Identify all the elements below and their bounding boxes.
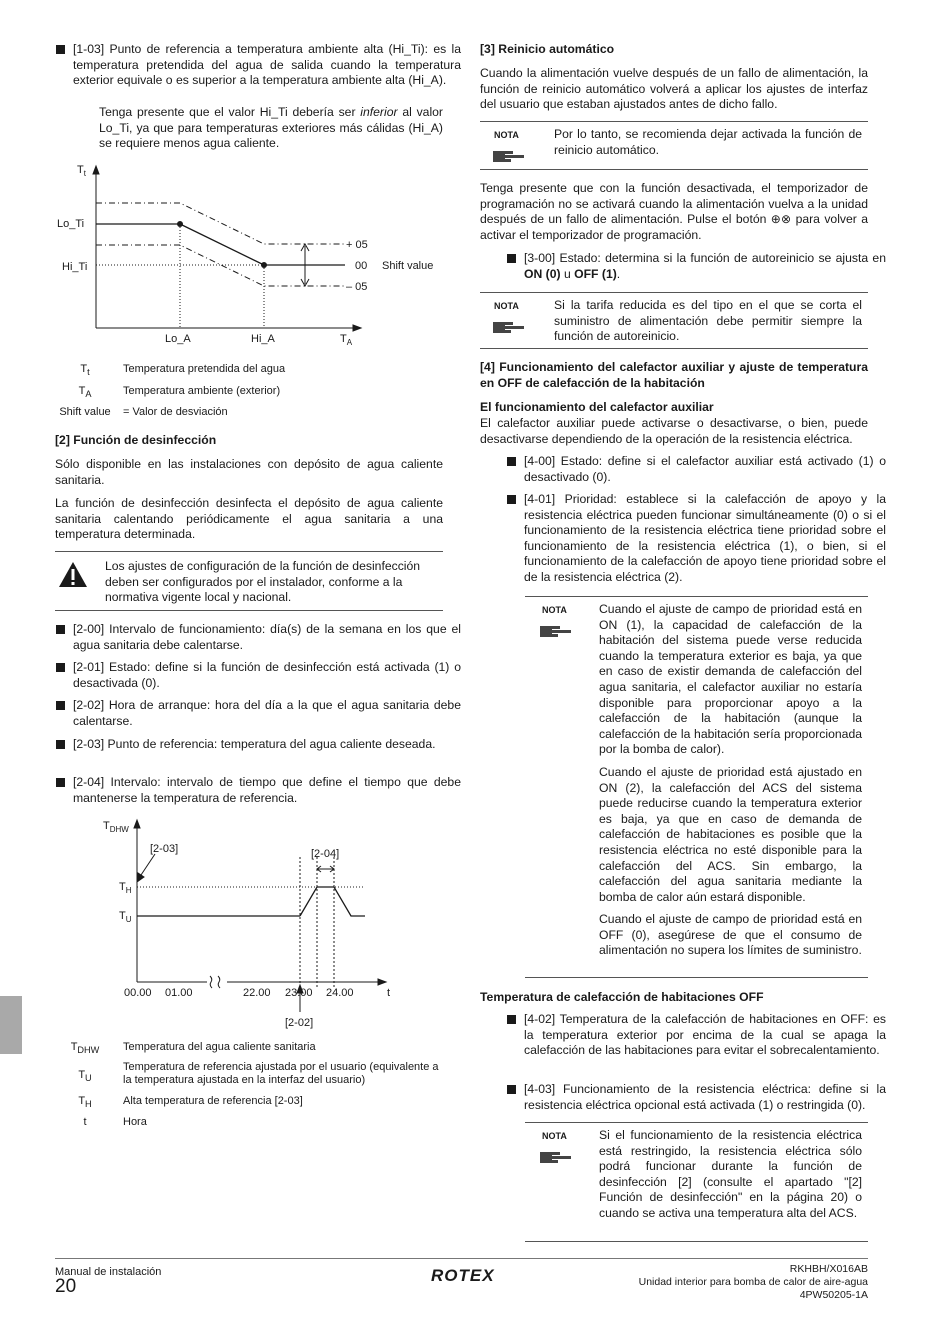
bullet-4-00 <box>506 454 886 485</box>
lo-point <box>177 221 183 227</box>
bullet-bold: ON (0) <box>524 266 561 281</box>
tick-label: 01.00 <box>165 987 193 999</box>
page-number: 20 <box>55 1276 77 1297</box>
y-axis-label: $T_t$ <box>77 164 86 178</box>
pointing-hand-icon <box>492 317 526 335</box>
heating-curve-chart <box>55 160 445 355</box>
bullet-4-01 <box>506 492 886 586</box>
legend-text: Temperatura pretendida del agua <box>123 363 286 375</box>
symbol-text: T <box>70 1041 78 1053</box>
th-label: $T_H$ <box>119 881 132 895</box>
bullet-2-00 <box>55 622 461 653</box>
symbol-text: T <box>78 1069 86 1081</box>
bullet-text: [2-02] Hora de arranque: hora del día a la que el agua sanitaria debe calentarse. <box>73 698 461 728</box>
lo-ti-label: Lo_Ti <box>57 218 85 230</box>
note-text: Por lo tanto, se recomienda dejar activada la función de reinicio automático. <box>554 127 862 157</box>
symbol-subscript: U <box>85 1073 92 1084</box>
hi-ti-label: Hi_Ti <box>62 261 88 273</box>
symbol-text: T <box>78 385 86 397</box>
bullet-text: u <box>560 266 575 281</box>
label-2-04: [2-04] <box>311 848 340 860</box>
symbol-text: T <box>78 1095 86 1107</box>
note-box <box>480 121 868 170</box>
bullet-text: [2-01] Estado: define si la función de desinfección está activada (1) o desactivada (0). <box>73 660 461 690</box>
label-2-03: [2-03] <box>150 843 179 855</box>
section-2-title: [2] Función de desinfección <box>55 433 217 447</box>
section-3-title: [3] Reinicio automático <box>480 42 615 56</box>
tick-label: 24.00 <box>326 987 354 999</box>
section-3-paragraph: Cuando la alimentación vuelve después de un fallo de alimentación, la función de reinicio automático volverá a aplicar los ajustes de interfaz del usuario que estaban ajustados antes de dicho fallo. <box>480 66 868 112</box>
warning-text: Los ajustes de configuración de la función de desinfección deben ser configurados por el instalador, conforme a la normativa vigente local y nacional. <box>105 559 421 605</box>
bullet-bold: OFF (1) <box>574 266 617 281</box>
page-side-tab <box>0 996 22 1054</box>
tick-label: 22.00 <box>243 987 271 999</box>
tick-label: 00.00 <box>124 987 152 999</box>
note-text: Cuando el ajuste de campo de prioridad está en ON (1), la capacidad de calefacción de la habitación del sistema puede verse reducida cuando la temperatura exterior es baja, ya que en caso de existir demanda de calefacción del agua sanitaria, el calefactor auxiliar no estaría disponible para proporcionar apoyo a la calefacción de la habitación (aunque la calefacción de la habitación sería proporcionada por la bomba de calor). <box>599 602 862 757</box>
footer-manual-label: Manual de instalación <box>55 1266 162 1278</box>
legend-symbol <box>55 1068 115 1087</box>
legend-symbol <box>55 384 115 403</box>
minus-shift-label: – 05 <box>346 281 368 293</box>
symbol-subscript: H <box>85 1099 92 1110</box>
footer-code: 4PW50205-1A <box>799 1289 868 1301</box>
bullet-4-03 <box>506 1082 886 1113</box>
tu-label: $T_U$ <box>119 910 132 924</box>
warning-box <box>55 551 443 611</box>
note-label: NOTA <box>494 130 519 140</box>
bullet-text: [4-03] Funcionamiento de la resistencia eléctrica: define si la resistencia eléctrica opcional está activada (1) o restringida (0). <box>524 1082 886 1112</box>
note-label: NOTA <box>494 301 519 311</box>
note-label: NOTA <box>542 1131 567 1141</box>
section-4-title: [4] Funcionamiento del calefactor auxiliar y ajuste de temperatura en OFF de calefacción de la habitación <box>480 360 868 390</box>
zero-shift-label: 00 <box>355 260 368 272</box>
note-box <box>525 596 868 978</box>
bullet-2-03 <box>55 737 461 753</box>
subsection-title: El funcionamiento del calefactor auxiliar <box>480 400 714 414</box>
legend-text: Temperatura de referencia ajustada por el usuario (equivalente a la temperatura ajustada en la interfaz del usuario) <box>123 1061 439 1086</box>
legend-text: = Valor de desviación <box>123 406 228 418</box>
note-text: Tenga presente que el valor Hi_Ti debería ser <box>99 105 361 119</box>
legend-text: Hora <box>123 1116 147 1128</box>
warning-icon <box>58 561 88 588</box>
bullet-2-02 <box>55 698 461 729</box>
bullet-3-00 <box>506 251 886 282</box>
bullet-text: [2-03] Punto de referencia: temperatura del agua caliente deseada. <box>73 737 436 751</box>
footer-description: Unidad interior para bomba de calor de aire-agua <box>638 1276 868 1288</box>
legend-symbol: Shift value <box>59 406 111 418</box>
section-2-paragraph: La función de desinfección desinfecta el depósito de agua caliente sanitaria calentando periódicamente el agua sanitaria a una temperatura determinada. <box>55 496 443 542</box>
bullet-text: [4-00] Estado: define si el calefactor auxiliar está activado (1) o desactivado (0). <box>524 454 886 484</box>
bullet-text: [2-04] Intervalo: intervalo de tiempo que define el tiempo que debe mantenerse la temperatura de referencia. <box>73 775 461 805</box>
note-box <box>525 1122 868 1242</box>
bullet-text: . <box>616 266 621 281</box>
pointing-hand-icon <box>492 146 526 164</box>
bullet-4-02 <box>506 1012 886 1059</box>
section-2-paragraph: Sólo disponible en las instalaciones con depósito de agua caliente sanitaria. <box>55 457 443 487</box>
y-axis-label: $T_{DHW}$ <box>103 820 129 834</box>
legend-symbol: t <box>83 1116 87 1128</box>
legend-text: Temperatura ambiente (exterior) <box>123 385 281 397</box>
lo-a-label: Lo_A <box>165 333 191 345</box>
legend-symbol <box>55 1094 115 1113</box>
hi-a-label: Hi_A <box>251 333 275 345</box>
pointing-hand-icon <box>539 621 573 639</box>
hi-point <box>261 262 267 268</box>
bullet-text: [1-03] Punto de referencia a temperatura ambiente alta (Hi_Ti): es la temperatura pretendida del agua de salida cuando la temperatura exterior equivale o es superior a la temperatura ambiente alta (Hi_A). <box>73 42 461 88</box>
subsection-title: Temperatura de calefacción de habitaciones OFF <box>480 990 764 1004</box>
bullet-2-01 <box>55 660 461 691</box>
note-text: Cuando el ajuste de campo de prioridad está en OFF (0), asegúrese de que el consumo de alimentación no supera los límites de suministro. <box>599 912 862 958</box>
bullet-text: [4-01] Prioridad: establece si la calefacción de apoyo y la resistencia eléctrica pueden funcionar simultáneamente (0) o si el funcionamiento de la resistencia eléctrica tiene prioridad sobre el funcionamiento de la resistencia eléctrica (1), o bien, si el funcionamiento de la calefacción de apoyo tiene prioridad sobre el de la resistencia eléctrica (2). <box>524 492 886 584</box>
pointing-hand-icon <box>539 1147 573 1165</box>
section-3-paragraph: Tenga presente que con la función desactivada, el temporizador de programación no se activará cuando la alimentación vuelva a la unidad después de un fallo de alimentación. Pulse el botón ⊕⊗ para volver a activar el temporizador de programación. <box>480 181 868 242</box>
note-text: al valor Lo_Ti, ya que para temperaturas exteriores más cálidas (Hi_A) se requiere menos agua caliente. <box>99 105 443 151</box>
page-footer <box>55 1258 868 1319</box>
tick-label: t <box>387 987 391 999</box>
legend-text: Temperatura del agua caliente sanitaria <box>123 1041 316 1053</box>
note-label: NOTA <box>542 605 567 615</box>
note-text: Cuando el ajuste de prioridad está ajustado en ON (2), la calefacción del ACS del sistema puede reducirse cuando la temperatura exterior es baja, ya que en caso de demanda de calefacción de habitaciones es posible que la resistencia eléctrica no esté disponible para la calefacción del ACS. Sin embargo, la calefacción del agua sanitaria mediante la bomba de calor aún estará disponible. <box>599 765 862 904</box>
note-text: Si el funcionamiento de la resistencia eléctrica está restringido, la resistencia eléctrica sólo podrá funcionar durante la función de desinfección [2] (consulte el apartado "[2] Función de desinfección" en la página 20) o cuando se activa una temperatura alta del ACS. <box>599 1128 862 1220</box>
legend-text: Alta temperatura de referencia [2-03] <box>123 1095 303 1107</box>
footer-model: RKHBH/X016AB <box>789 1263 868 1275</box>
bullet-text: [4-02] Temperatura de la calefacción de habitaciones en OFF: es la temperatura exterior por encima de la cual se apaga la calefacción de las habitaciones para evitar el sobrecalentamiento. <box>524 1012 886 1058</box>
bullet-2-04 <box>55 775 461 806</box>
bullet-1-03 <box>55 42 461 89</box>
symbol-subscript: DHW <box>77 1045 100 1056</box>
hi-ti-note <box>99 105 443 152</box>
note-box <box>480 292 868 349</box>
legend-symbol <box>55 1040 115 1059</box>
bullet-text: [3-00] Estado: determina si la función de autoreinicio se ajusta en <box>524 251 886 265</box>
bullet-text: [2-00] Intervalo de funcionamiento: día(s) de la semana en los que el agua sanitaria debe calentarse. <box>73 622 461 652</box>
symbol-text: T <box>80 363 88 375</box>
tick-label: 23.00 <box>285 987 313 999</box>
legend-symbol <box>55 362 115 381</box>
note-text: Si la tarifa reducida es del tipo en el que se corta el suministro de alimentación debe permitir siempre la función de autoreinicio. <box>554 298 862 344</box>
label-2-02: [2-02] <box>285 1017 314 1029</box>
plus-shift-label: + 05 <box>346 239 368 251</box>
x-axis-label: $T_A$ <box>340 333 353 347</box>
section-4-paragraph: El calefactor auxiliar puede activarse o desactivarse, o bien, puede desactivarse dependiendo de la operación de la resistencia eléctrica. <box>480 416 868 446</box>
shift-value-label: Shift value <box>382 260 434 272</box>
symbol-subscript: t <box>87 367 90 378</box>
brand-logo: ROTEX <box>431 1266 495 1285</box>
disinfection-chart <box>55 812 445 1034</box>
symbol-subscript: A <box>85 389 92 400</box>
note-emphasis: inferior <box>360 105 398 119</box>
